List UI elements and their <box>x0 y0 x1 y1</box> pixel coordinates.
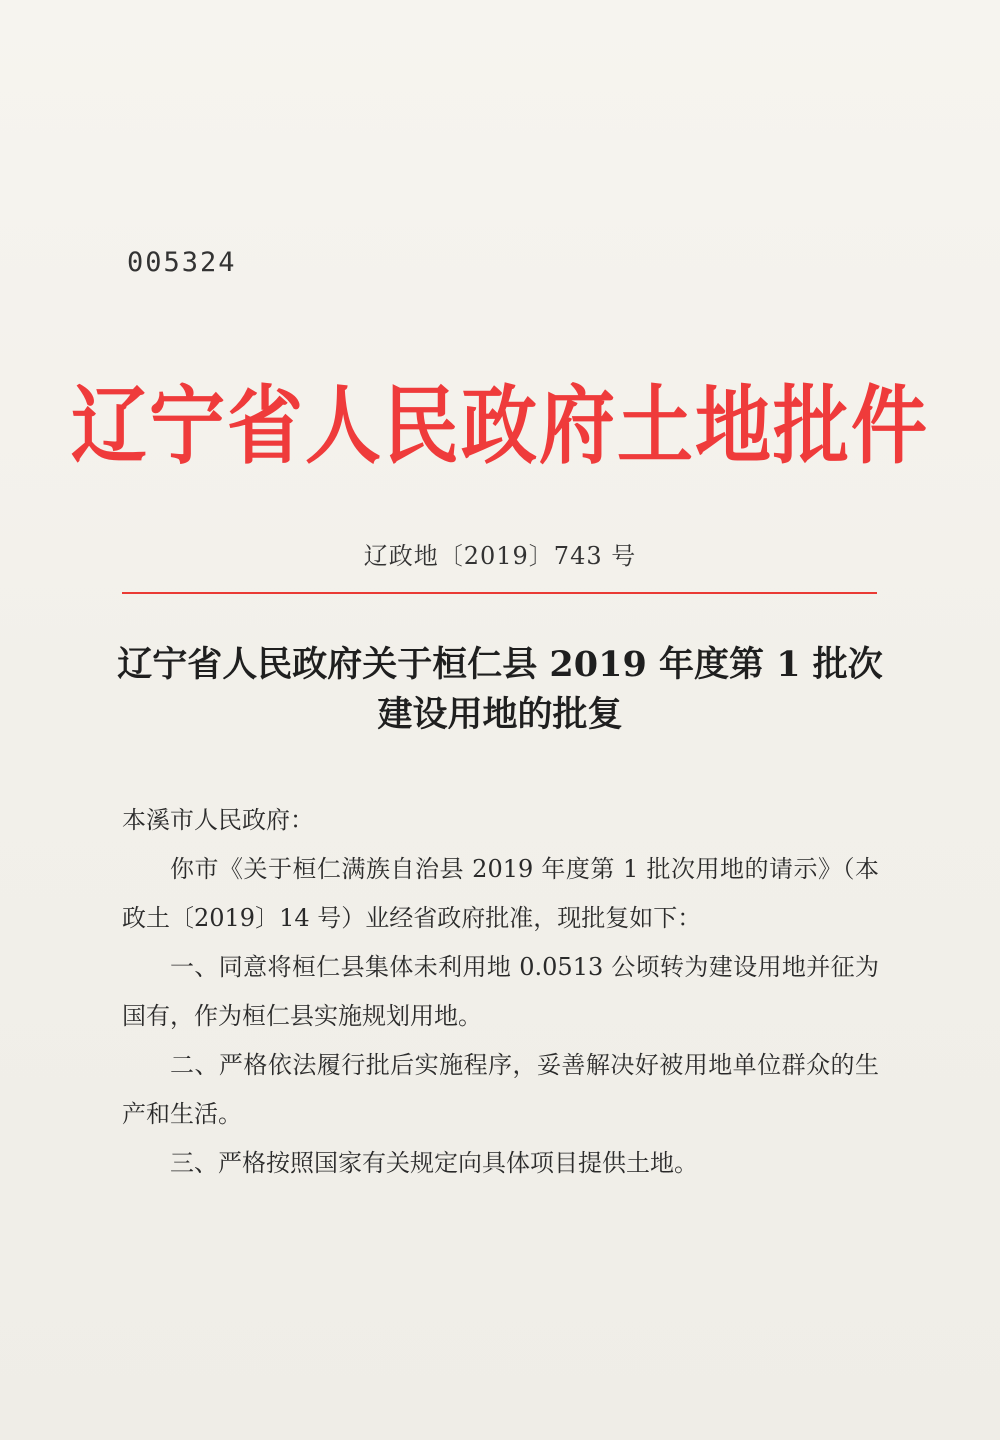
body-paragraph: 二、严格依法履行批后实施程序，妥善解决好被用地单位群众的生产和生活。 <box>122 1051 879 1128</box>
masthead-title: 辽宁省人民政府土地批件 <box>71 375 929 476</box>
document-serial-number: 005324 <box>127 247 237 278</box>
reference-number: 辽政地〔2019〕743 号 <box>363 542 637 570</box>
salutation: 本溪市人民政府： <box>122 806 314 834</box>
document-title <box>0 640 1000 740</box>
document-title-line-2: 建设用地的批复 <box>377 694 623 735</box>
red-divider-line <box>122 592 877 594</box>
document-body <box>122 796 879 1188</box>
body-paragraph: 一、同意将桓仁县集体未利用地 0.0513 公顷转为建设用地并征为国有，作为桓仁县实施规划用地。 <box>122 953 879 1030</box>
body-paragraph: 三、严格按照国家有关规定向具体项目提供土地。 <box>170 1149 698 1177</box>
body-paragraph: 你市《关于桓仁满族自治县 2019 年度第 1 批次用地的请示》（本政土〔2019〕14 号）业经省政府批准，现批复如下： <box>122 855 879 932</box>
document-title-line-1: 辽宁省人民政府关于桓仁县 2019 年度第 1 批次 <box>117 644 883 685</box>
